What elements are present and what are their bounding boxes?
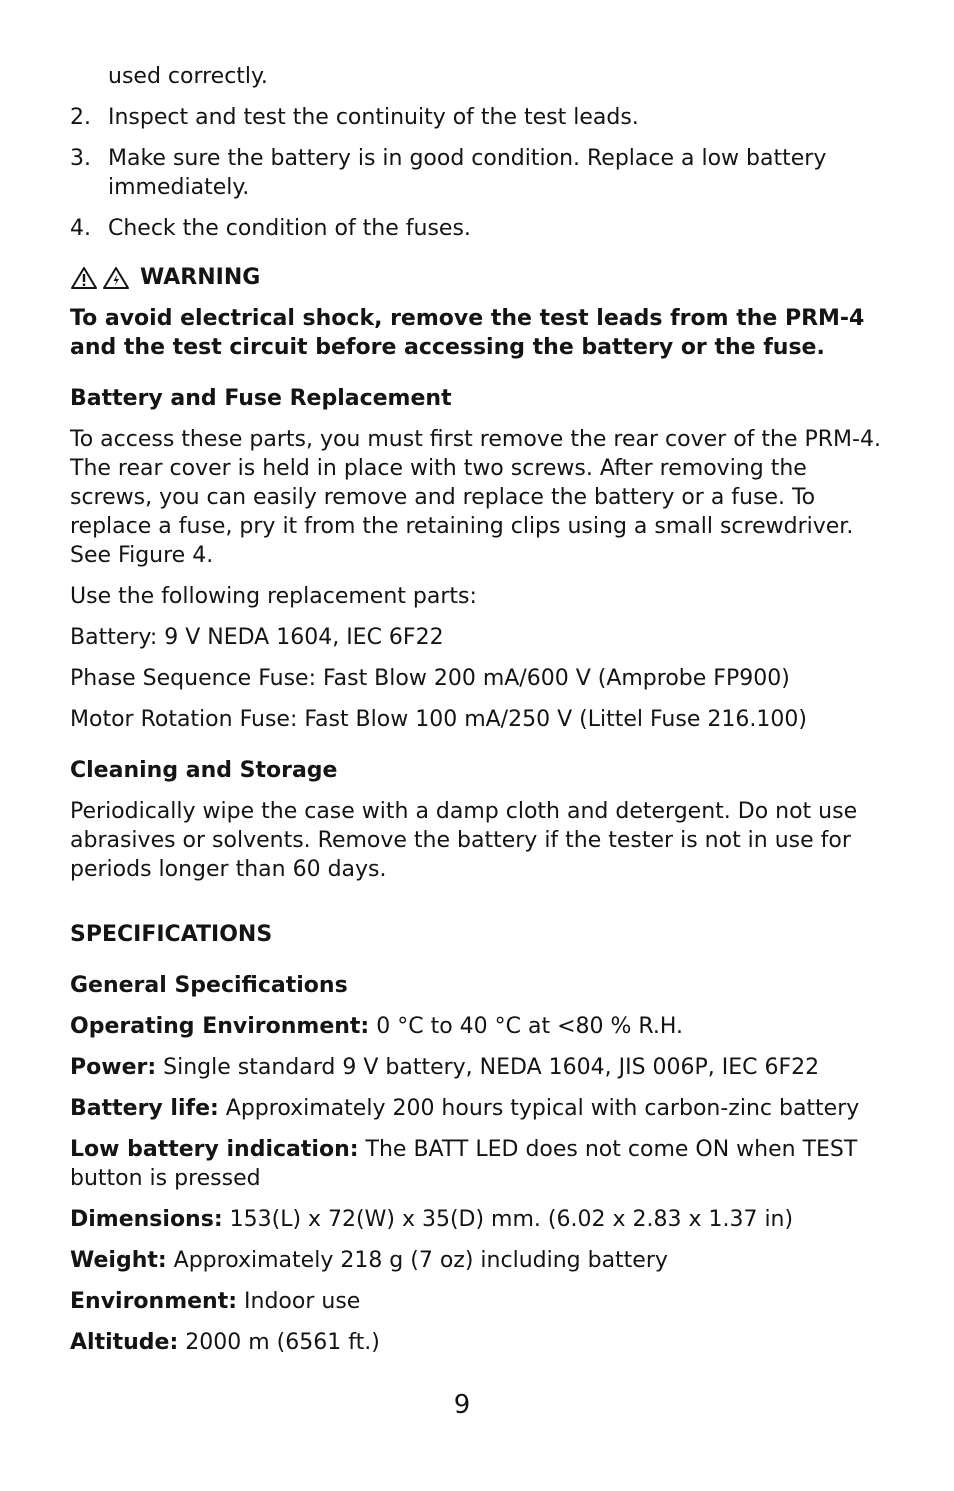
- spec-value: 153(L) x 72(W) x 35(D) mm. (6.02 x 2.83 x 1.37 in): [229, 1207, 794, 1232]
- list-number: 4.: [70, 216, 91, 241]
- spec-label: Altitude:: [70, 1330, 179, 1355]
- spec-label: Operating Environment:: [70, 1014, 370, 1039]
- electric-hazard-triangle-icon: [102, 266, 130, 290]
- checklist: [70, 103, 890, 243]
- spec-altitude: [70, 1328, 890, 1357]
- list-number: 3.: [70, 146, 91, 171]
- list-text: Make sure the battery is in good condition. Replace a low battery immediately.: [108, 146, 827, 200]
- spec-value: Single standard 9 V battery, NEDA 1604, JIS 006P, IEC 6F22: [163, 1055, 820, 1080]
- spec-battery-life: [70, 1094, 890, 1123]
- list-item: [70, 103, 890, 132]
- battery-fuse-paragraph: To access these parts, you must first remove the rear cover of the PRM-4. The rear cover is held in place with two screws. After removing the screws, you can easily remove and replace the battery or a fuse. To replace a fuse, pry it from the retaining clips using a small screwdriver. See Figure 4.: [70, 427, 881, 568]
- page-number: 9: [453, 1390, 471, 1420]
- list-item: [70, 214, 890, 243]
- parts-intro: Use the following replacement parts:: [70, 584, 477, 609]
- part-phase-fuse: Phase Sequence Fuse: Fast Blow 200 mA/600 V (Amprobe FP900): [70, 666, 790, 691]
- spec-value: 2000 m (6561 ft.): [185, 1330, 380, 1355]
- spec-label: Environment:: [70, 1289, 238, 1314]
- battery-fuse-heading: Battery and Fuse Replacement: [70, 386, 452, 411]
- spec-value: The BATT LED does not come ON when TEST button is pressed: [70, 1137, 858, 1191]
- list-text: Inspect and test the continuity of the test leads.: [108, 105, 639, 130]
- spec-label: Weight:: [70, 1248, 167, 1273]
- list-number: 2.: [70, 105, 91, 130]
- list-continuation: used correctly.: [108, 64, 268, 89]
- specifications-heading: SPECIFICATIONS: [70, 922, 273, 947]
- spec-weight: [70, 1246, 890, 1275]
- spec-value: Indoor use: [244, 1289, 361, 1314]
- warning-header: [70, 263, 890, 292]
- warning-triangle-icon: [70, 266, 98, 290]
- spec-value: 0 °C to 40 °C at <80 % R.H.: [376, 1014, 684, 1039]
- cleaning-paragraph: Periodically wipe the case with a damp cloth and detergent. Do not use abrasives or solvents. Remove the battery if the tester is not in use for periods longer than 60 days.: [70, 799, 858, 882]
- spec-label: Battery life:: [70, 1096, 219, 1121]
- spec-label: Power:: [70, 1055, 157, 1080]
- general-specs-heading: General Specifications: [70, 973, 348, 998]
- spec-dimensions: [70, 1205, 890, 1234]
- spec-label: Dimensions:: [70, 1207, 223, 1232]
- spec-power: [70, 1053, 890, 1082]
- manual-page: [70, 62, 890, 1369]
- spec-value: Approximately 218 g (7 oz) including battery: [173, 1248, 668, 1273]
- part-motor-fuse: Motor Rotation Fuse: Fast Blow 100 mA/250 V (Littel Fuse 216.100): [70, 707, 807, 732]
- part-battery: Battery: 9 V NEDA 1604, IEC 6F22: [70, 625, 444, 650]
- spec-environment: [70, 1287, 890, 1316]
- spec-low-battery: [70, 1135, 890, 1193]
- warning-text: To avoid electrical shock, remove the test leads from the PRM-4 and the test circuit before accessing the battery or the fuse.: [70, 306, 865, 360]
- list-item: [70, 144, 890, 202]
- spec-label: Low battery indication:: [70, 1137, 359, 1162]
- warning-label: WARNING: [140, 265, 261, 290]
- cleaning-heading: Cleaning and Storage: [70, 758, 338, 783]
- spec-operating-environment: [70, 1012, 890, 1041]
- list-text: Check the condition of the fuses.: [108, 216, 471, 241]
- spec-value: Approximately 200 hours typical with carbon-zinc battery: [225, 1096, 860, 1121]
